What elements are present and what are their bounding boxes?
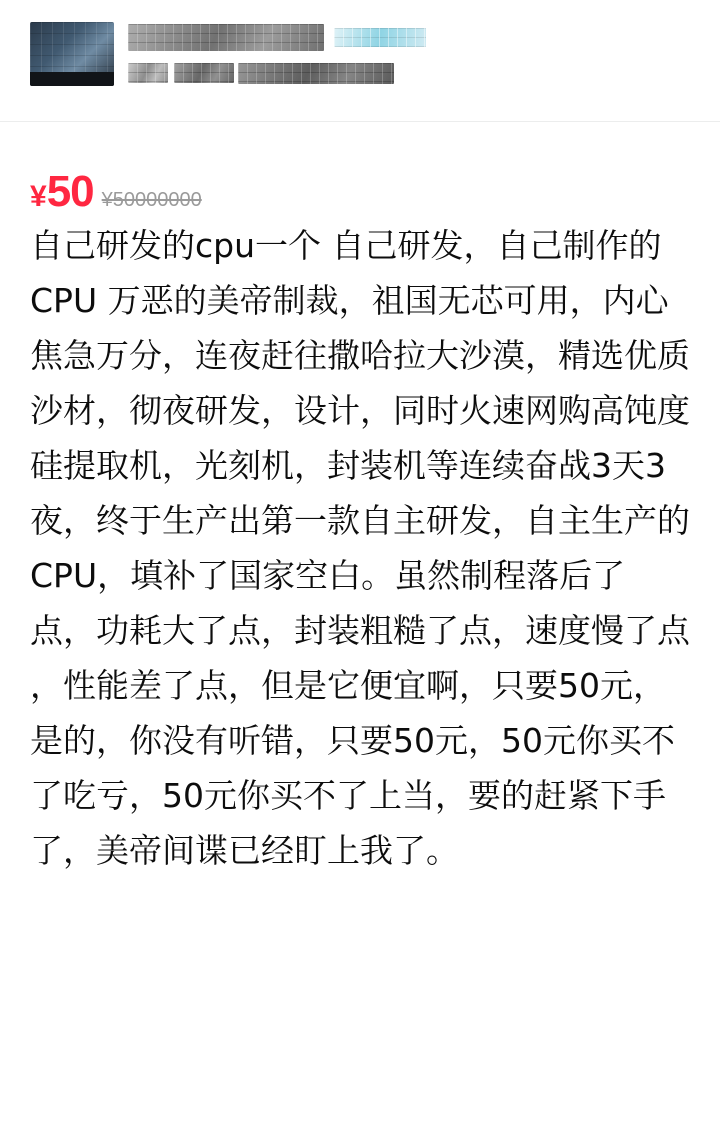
product-description: 自己研发的cpu一个 自己研发，自己制作的CPU 万恶的美帝制裁，祖国无芯可用，内心焦急万分，连夜赶往撒哈拉大沙漠，精选优质沙材，彻夜研发，设计，同时火速网购高饨度硅提取机，光刻机，封装机等连续奋战3天3夜，终于生产出第一款自主研发，自主生产的CPU，填补了国家空白。虽然制程落后了点，功耗大了点，封装粗糙了点，速度慢了点 ，性能差了点，但是它便宜啊，只要50元，是的，你没有听错，只要50元，50元你买不了吃亏，50元你买不了上当，要的赶紧下手了，美帝间谍已经盯上我了。 (30, 226, 690, 870)
seller-subtitle-row (128, 62, 690, 84)
price-original: ¥50000000 (101, 189, 202, 211)
price-current: 50 (46, 167, 94, 216)
seller-avatar[interactable] (30, 22, 114, 86)
seller-badge-redacted (334, 28, 426, 47)
seller-name-row (128, 22, 690, 52)
price-block (0, 122, 720, 216)
seller-info (128, 18, 690, 84)
price-currency-symbol: ¥ (30, 180, 47, 213)
seller-subtitle-redacted-c (238, 63, 394, 84)
seller-subtitle-redacted-a (128, 63, 168, 83)
seller-name-redacted (128, 24, 324, 51)
seller-header[interactable] (0, 0, 720, 122)
seller-subtitle-redacted-b (174, 63, 234, 83)
